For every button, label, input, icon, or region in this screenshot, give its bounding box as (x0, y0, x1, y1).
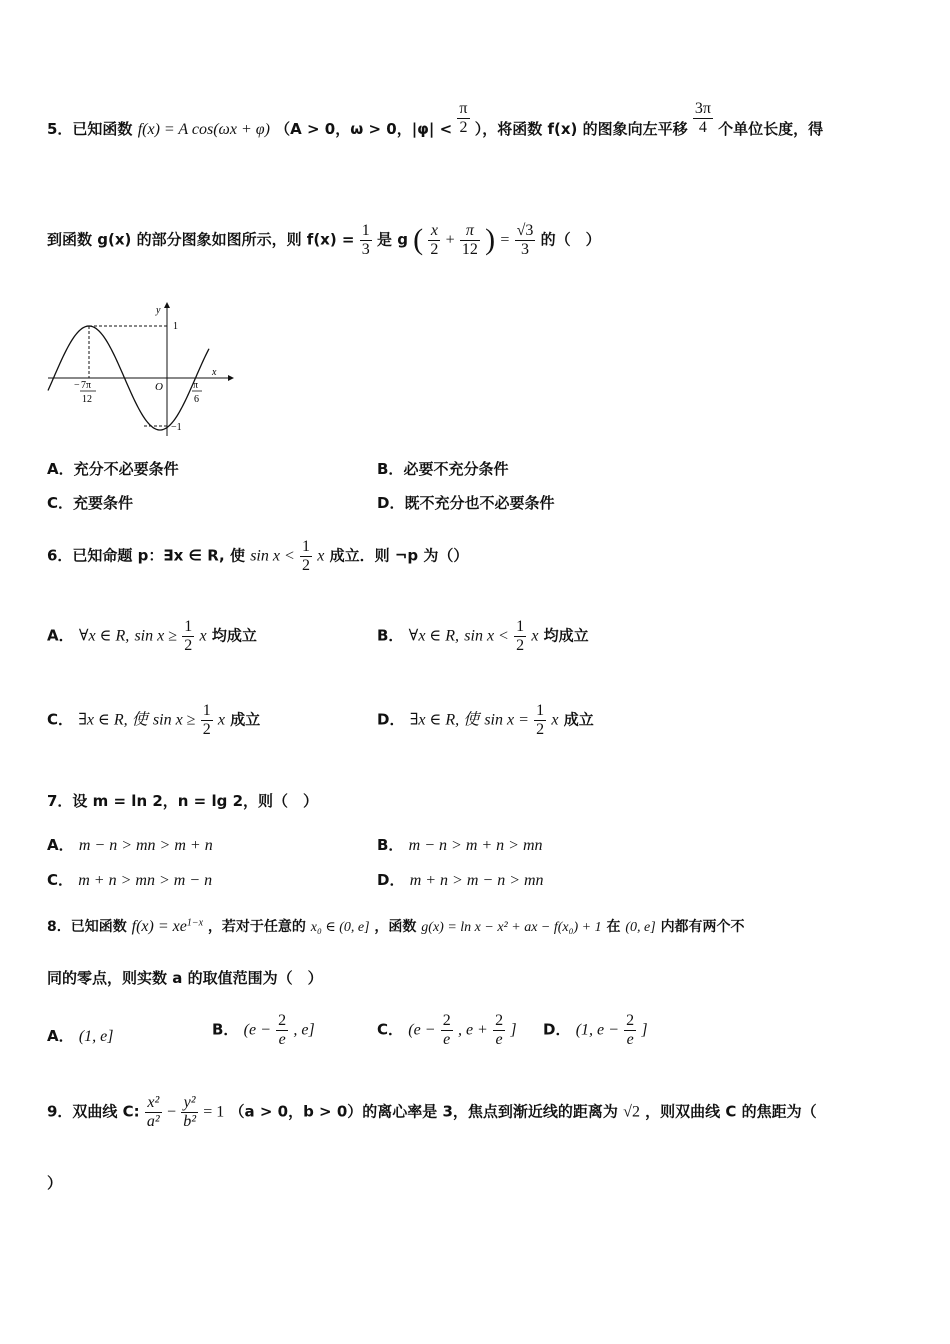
q5-question-end: 的（ ） (540, 230, 601, 249)
q5-cosine-graph (44, 300, 234, 440)
q5-tail: 个单位长度，得 (718, 120, 824, 138)
q7-stem: 7．设 m = ln 2，n = lg 2，则（ ） (47, 792, 319, 810)
left-tick-num: 7π (81, 380, 92, 391)
q5-line2-text: 到函数 g(x) 的部分图象如图所示，则 f(x) = (47, 230, 355, 249)
q8-line1: 8．已知函数 $f(x) = xe^{1-x}$ ，若对于任意的 x₀ ∈ (0, e] ，函数 g(x) = ln x − x² + ax − f(x₀) + 1 在 (0, e] 内都有两个不 (47, 917, 745, 935)
x-label: x (212, 367, 217, 378)
q7-option-b[interactable]: B． m − n > m + n > mn (377, 836, 543, 854)
q7-option-d[interactable]: D． m + n > m − n > mn (377, 871, 544, 889)
q9-line2: ） (47, 1174, 63, 1192)
q8-line2: 同的零点，则实数 a 的取值范围为（ ） (47, 969, 323, 987)
q5-conditions: （A > 0，ω > 0，|φ| < (275, 120, 453, 138)
q5-shift-text: ），将函数 f(x) 的图象向左平移 (474, 120, 688, 138)
x-axis-arrow (228, 375, 234, 381)
q5-line2: 到函数 g(x) 的部分图象如图所示，则 f(x) = $\frac{1}{3}$ 是 g ( $\frac{x}{2}$ + $\frac{\pi}{12}$ ) = $\frac{√3}{3}$ 的（ ） (47, 222, 601, 258)
q8-option-d[interactable]: D． (1, e − $\frac{2}{e}$ ] (543, 1012, 648, 1048)
q6-option-b[interactable]: B． ∀x ∈ R, sin x < $\frac{1}{2}$ x 均成立 (377, 618, 589, 654)
q7-option-a[interactable]: A． m − n > mn > m + n (47, 836, 213, 854)
q6-pre: 6．已知命题 p：∃x ∈ R, 使 (47, 546, 245, 565)
q6-post: 成立．则 ¬p 为（） (329, 546, 469, 565)
q6-option-d[interactable]: D． ∃x ∈ R, 使 sin x = $\frac{1}{2}$ x 成立 (377, 702, 594, 738)
y-label: y (156, 305, 161, 316)
q5-g: 是 g (376, 230, 408, 249)
q5-x-over-2: $\frac{x}{2}$ (430, 222, 439, 258)
origin-label: O (155, 381, 163, 393)
q5-function: f(x) = A cos(ωx + φ) (137, 121, 270, 138)
q7-option-c[interactable]: C． m + n > mn > m − n (47, 871, 213, 889)
q5-option-d[interactable]: D．既不充分也不必要条件 (377, 494, 555, 512)
q5-sqrt3-over-3: $\frac{√3}{3}$ (516, 222, 534, 258)
q9-line1: 9．双曲线 C: $\frac{\text{x²}}{\text{a²}}$ − $\frac{\text{y²}}{\text{b²}}$ = 1 （a > 0，b > 0）的离心率是 3，焦点到渐近线的距离为 √2 ，则双曲线 C 的焦距为（ (47, 1094, 817, 1130)
y-axis-arrow (164, 302, 170, 308)
q5-pi-over-12: $\frac{\pi}{12}$ (461, 222, 478, 258)
q6-stem: 6．已知命题 p：∃x ∈ R, 使 sin x < $\frac{1}{2}$ x 成立．则 ¬p 为（） (47, 538, 469, 574)
q8-option-b[interactable]: B． (e − $\frac{2}{e}$ , e] (212, 1012, 315, 1048)
q5-number: 5．已知函数 (47, 120, 133, 138)
q5-option-c[interactable]: C．充要条件 (47, 494, 134, 512)
left-tick-minus: − (74, 380, 80, 391)
q5-pi-over-2: $\frac{\pi}{2}$ (459, 100, 468, 136)
max-label: 1 (173, 321, 178, 332)
q5-one-third: $\frac{1}{3}$ (361, 222, 370, 258)
q5-line1 (47, 100, 824, 139)
min-label: −1 (171, 422, 182, 433)
q5-shift-fraction: $\frac{3\pi}{4}$ (694, 100, 711, 136)
q5-option-a[interactable]: A．充分不必要条件 (47, 460, 179, 478)
q5-option-b[interactable]: B．必要不充分条件 (377, 460, 509, 478)
right-tick-num: π (193, 380, 199, 391)
q6-option-c[interactable]: C． ∃x ∈ R, 使 sin x ≥ $\frac{1}{2}$ x 成立 (47, 702, 261, 738)
q8-option-a[interactable]: A． (1, e] (47, 1027, 114, 1045)
left-tick-den: 12 (82, 394, 92, 405)
q8-option-c[interactable]: C． (e − $\frac{2}{e}$ , e + $\frac{2}{e}$ ] (377, 1012, 517, 1048)
right-tick-den: 6 (194, 394, 199, 405)
q6-option-a[interactable]: A． ∀x ∈ R, sin x ≥ $\frac{1}{2}$ x 均成立 (47, 618, 257, 654)
